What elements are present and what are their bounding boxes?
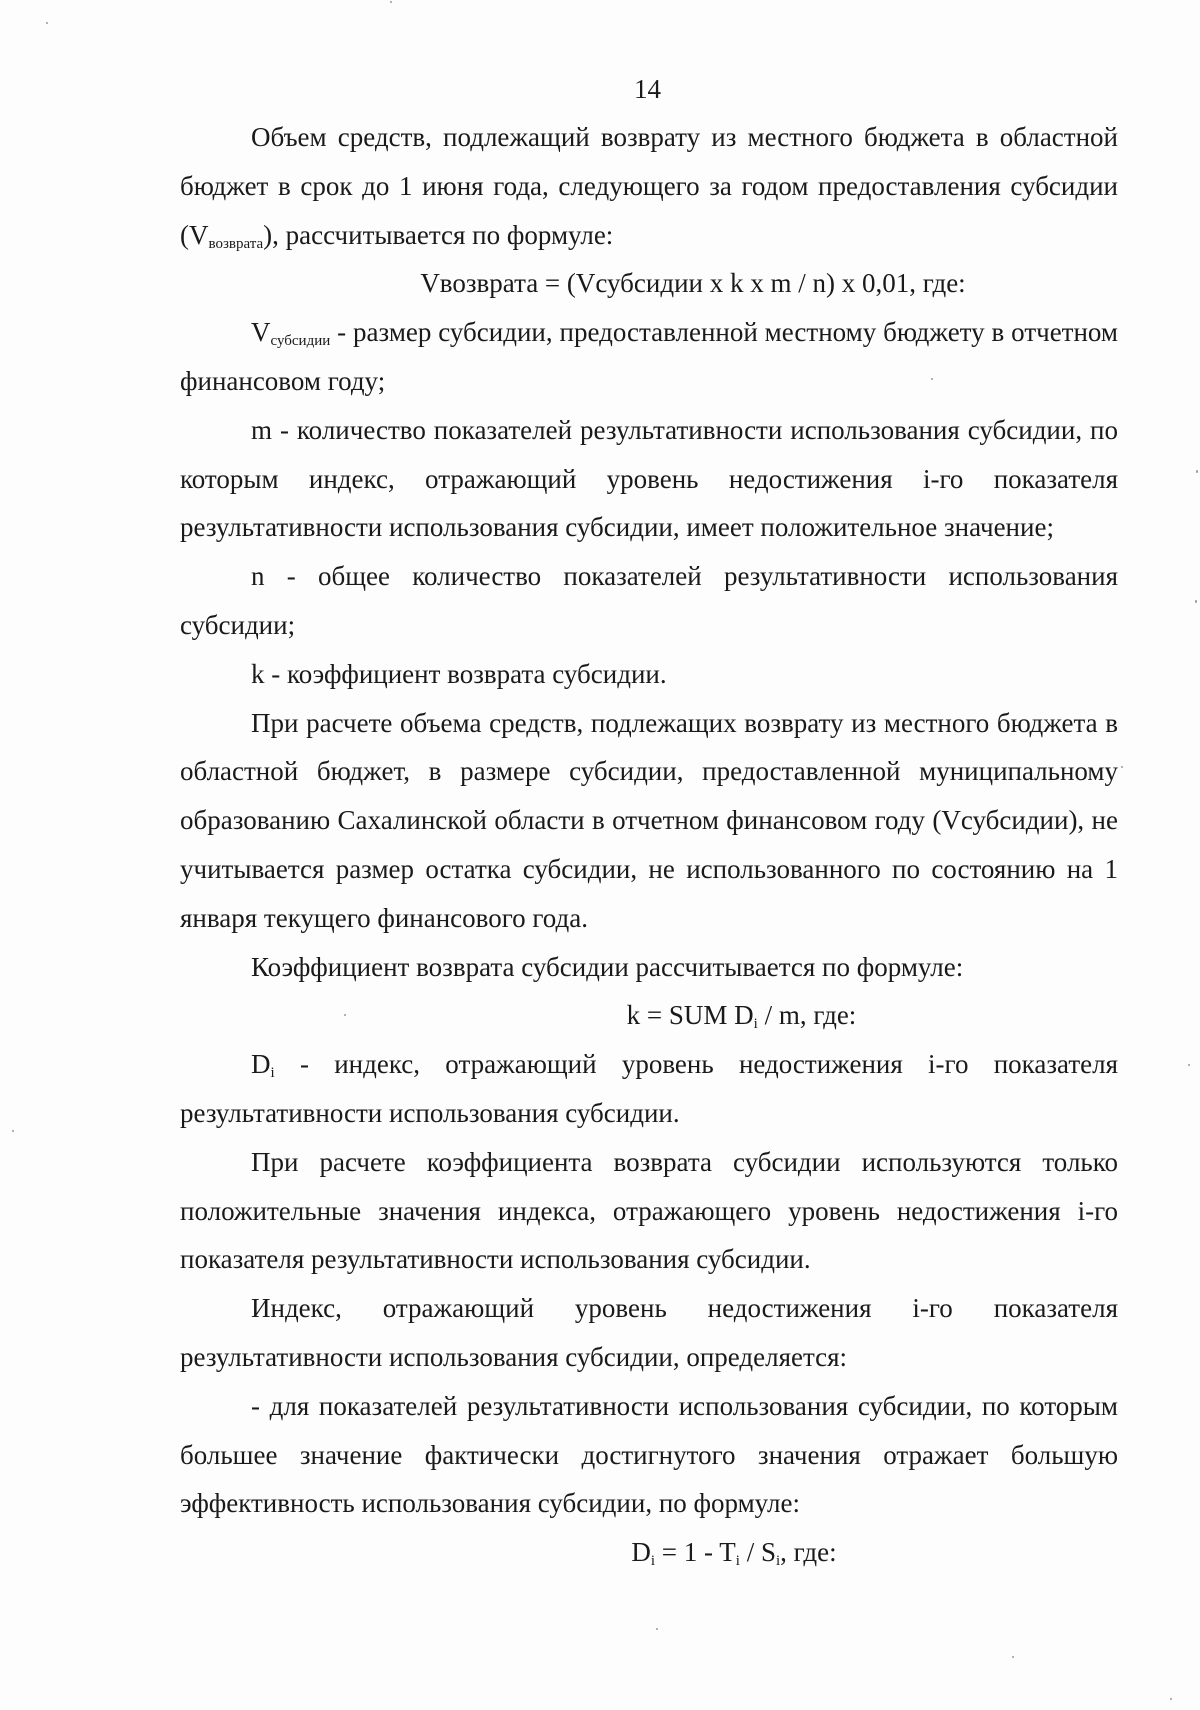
paragraph-coefficient-intro: Коэффициент возврата субсидии рассчитывается по формуле: xyxy=(251,951,964,982)
definition-n: n - общее количество показателей результативности использования субсидии; xyxy=(180,561,1118,640)
paragraph-text: Объем средств, подлежащий возврату из местного бюджета в областной бюджет в срок до 1 июня года, следующего за годом предоставления субсидии (V xyxy=(180,122,1118,250)
formula-text: D xyxy=(631,1537,651,1568)
paragraph-positive-values: При расчете коэффициента возврата субсидии используются только положительные значения индекса, отражающего уровень недостижения i-го показателя результативности использования субсидии. xyxy=(180,1146,1118,1275)
page-number: 14 xyxy=(634,74,661,104)
scan-speck xyxy=(46,22,48,24)
formula-coefficient xyxy=(180,991,1118,1040)
subscript: субсидии xyxy=(270,333,331,350)
scan-speck xyxy=(1121,766,1123,768)
formula-text: = 1 - T xyxy=(655,1537,736,1568)
paragraph-calculation-note: При расчете объема средств, подлежащих возврату из местного бюджета в областной бюджет, в размере субсидии, предоставленной муниципальному образованию Сахалинской области в отчетном финансовом году (Vсубсидии), не учитывается размер остатка субсидии, не использованного по состоянию на 1 января текущего финансового года. xyxy=(180,707,1118,933)
formula-index xyxy=(180,1528,1118,1577)
variable-symbol: D xyxy=(251,1049,271,1080)
scan-speck xyxy=(1012,1656,1014,1658)
document-body xyxy=(180,113,1118,1577)
paragraph-text: ), рассчитывается по формуле: xyxy=(263,219,614,250)
subscript: i xyxy=(650,1553,656,1570)
scan-speck xyxy=(931,378,933,380)
scan-speck xyxy=(1196,470,1198,473)
definition-di xyxy=(180,1040,1118,1138)
formula-text: / m, где: xyxy=(757,1000,857,1031)
definition-subsidy-volume xyxy=(180,308,1118,406)
formula-text: , где: xyxy=(780,1537,837,1568)
subscript: i xyxy=(775,1553,781,1570)
scan-speck xyxy=(1170,1698,1172,1700)
scan-speck xyxy=(390,1,392,3)
subscript: i xyxy=(270,1065,275,1082)
subscript: i xyxy=(735,1553,740,1570)
scan-speck xyxy=(1188,1064,1190,1066)
paragraph-return-volume xyxy=(180,113,1118,259)
scan-speck xyxy=(656,1628,658,1630)
subscript: i xyxy=(753,1016,758,1033)
subscript: возврата xyxy=(208,235,264,252)
scan-speck xyxy=(344,1014,346,1016)
formula-text: / S xyxy=(739,1537,776,1568)
definition-k: k - коэффициент возврата субсидии. xyxy=(251,658,667,689)
scan-speck xyxy=(1195,600,1197,603)
paragraph-index-definition: Индекс, отражающий уровень недостижения i-го показателя результативности использования субсидии, определяется: xyxy=(180,1293,1118,1372)
scan-speck xyxy=(12,1130,14,1132)
formula-text: k = SUM D xyxy=(626,1000,754,1031)
variable-symbol: V xyxy=(251,317,271,348)
definition-text: - индекс, отражающий уровень недостижения i-го показателя результативности использования субсидии. xyxy=(180,1049,1118,1128)
definition-m: m - количество показателей результативности использования субсидии, по которым индекс, отражающий уровень недостижения i-го показателя результативности использования субсидии, имеет положительное значение; xyxy=(180,414,1118,543)
formula-return-volume: Vвозврата = (Vсубсидии x k x m / n) x 0,01, где: xyxy=(420,268,966,299)
definition-text: - размер субсидии, предоставленной местному бюджету в отчетном финансовом году; xyxy=(180,317,1118,396)
paragraph-higher-is-better: - для показателей результативности использования субсидии, по которым большее значение фактически достигнутого значения отражает большую эффективность использования субсидии, по формуле: xyxy=(180,1390,1118,1519)
